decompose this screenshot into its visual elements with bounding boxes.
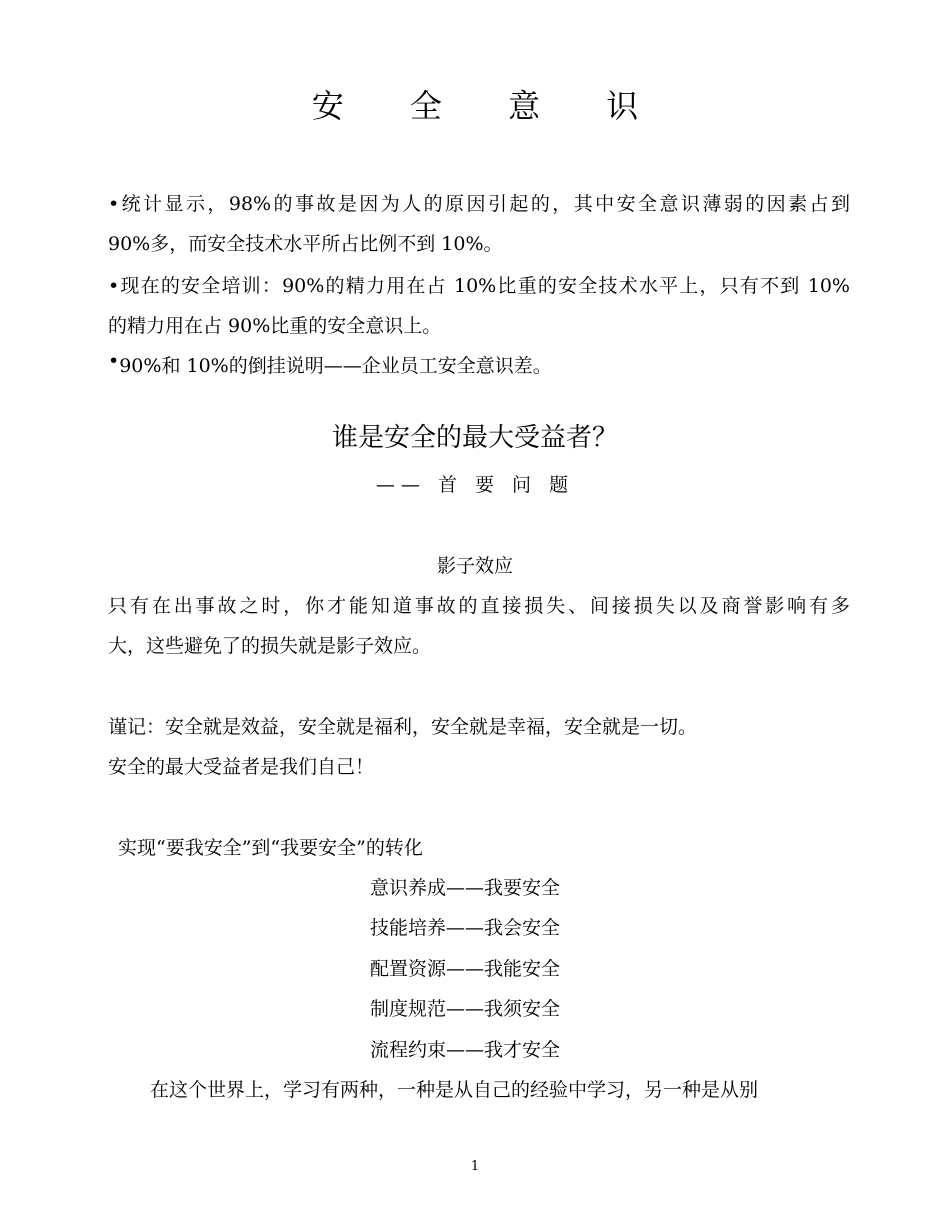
transformation-item-3: 配置资源——我能安全 <box>370 958 561 980</box>
shadow-effect-line-2: 大，这些避免了的损失就是影子效应。 <box>108 635 432 657</box>
transformation-item-2: 技能培养——我会安全 <box>370 917 561 939</box>
bullet-marker: • <box>108 350 120 372</box>
bullet-1-line-2: 90%多，而安全技术水平所占比例不到 10%。 <box>108 233 503 255</box>
bullet-2-line-2: 的精力用在占 90%比重的安全意识上。 <box>108 315 442 337</box>
shadow-effect-line-1: 只有在出事故之时，你才能知道事故的直接损失、间接损失以及商誉影响有多 <box>108 595 850 617</box>
page-number: 1 <box>470 1159 480 1174</box>
remember-line-1: 谨记：安全就是效益，安全就是福利，安全就是幸福，安全就是一切。 <box>108 716 698 738</box>
closing-line: 在这个世界上，学习有两种，一种是从自己的经验中学习，另一种是从别 <box>150 1079 759 1101</box>
bullet-marker: • <box>108 193 120 215</box>
section-subtitle: —— 首 要 问 题 <box>375 474 575 496</box>
transformation-item-1: 意识养成——我要安全 <box>370 877 561 899</box>
bullet-1-line-1: •统计显示，98%的事故是因为人的原因引起的，其中安全意识薄弱的因素占到 <box>108 193 850 215</box>
bullet-3-line-1: •90%和 10%的倒挂说明——企业员工安全意识差。 <box>108 350 552 377</box>
remember-line-2: 安全的最大受益者是我们自己！ <box>108 756 375 778</box>
shadow-effect-heading: 影子效应 <box>436 555 513 577</box>
bullet-marker: • <box>108 275 120 297</box>
bullet-2-line-1: •现在的安全培训：90%的精力用在占 10%比重的安全技术水平上，只有不到 10% <box>108 275 850 297</box>
transformation-item-4: 制度规范——我须安全 <box>370 998 561 1020</box>
transformation-heading: 实现“要我安全”到“我要安全”的转化 <box>118 837 423 859</box>
section-title: 谁是安全的最大受益者？ <box>331 423 618 453</box>
transformation-item-5: 流程约束——我才安全 <box>370 1039 561 1061</box>
page-title: 安 全 意 识 <box>311 87 667 125</box>
